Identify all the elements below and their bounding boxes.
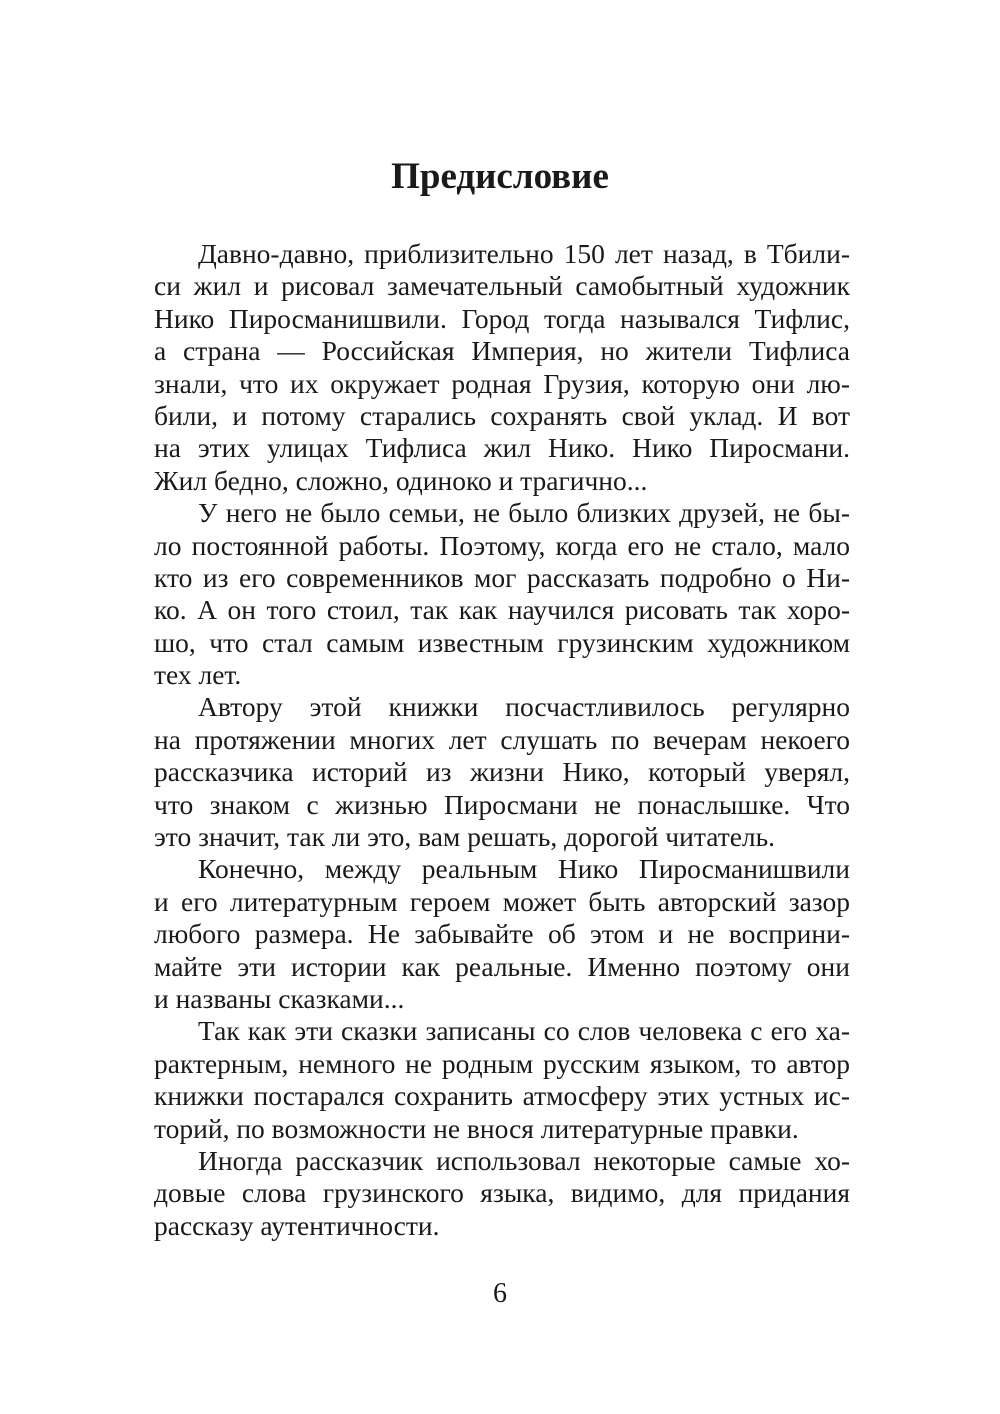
text-line: рассказчика историй из жизни Нико, который уверял, [154,756,850,788]
text-line: Конечно, между реальным Нико Пиросманишвили [198,853,850,885]
text-line: а страна — Российская Империя, но жители Тифлиса [154,335,850,367]
paragraph [154,1015,850,1145]
text-line: Жил бедно, сложно, одиноко и трагично... [154,464,648,496]
paragraph [154,853,850,1015]
text-line: знали, что их окружает родная Грузия, которую они лю- [154,367,850,399]
text-line: кто из его современников мог рассказать подробно о Ни- [154,561,850,593]
text-line: били, и потому старались сохранять свой уклад. И вот [154,399,850,431]
text-line: на этих улицах Тифлиса жил Нико. Нико Пиросмани. [154,432,850,464]
text-line: рассказу аутентичности. [154,1209,440,1241]
text-line: рактерным, немного не родным русским языком, то автор [154,1047,850,1079]
paragraph [154,238,850,497]
paragraph [154,691,850,853]
text-line: Давно-давно, приблизительно 150 лет назад, в Тбили- [198,238,850,269]
text-line: ло постоянной работы. Поэтому, когда его не стало, мало [154,529,850,561]
text-line: У него не было семьи, не было близких друзей, не бы- [198,497,850,529]
text-line: и его литературным героем может быть авторский зазор [154,885,850,917]
text-line: довые слова грузинского языка, видимо, для придания [154,1177,850,1209]
text-line: си жил и рисовал замечательный самобытный художник [154,270,850,302]
paragraph [154,497,850,691]
text-line: шо, что стал самым известным грузинским художником [154,626,850,658]
text-line: Так как эти сказки записаны со слов человека с его ха- [198,1015,850,1047]
text-line: ко. А он того стоил, так как научился рисовать так хоро- [154,594,850,626]
page-title: Предисловие [391,155,609,197]
paragraph [154,1145,850,1242]
text-line: Автору этой книжки посчастливилось регулярно [198,691,850,723]
text-line: любого размера. Не забывайте об этом и не восприни- [154,918,850,950]
text-line: на протяжении многих лет слушать по вечерам некоего [154,723,850,755]
text-line: и названы сказками... [154,982,405,1014]
text-line: Нико Пиросманишвили. Город тогда назывался Тифлис, [154,302,850,334]
text-line: Иногда рассказчик использовал некоторые самые хо- [198,1144,850,1176]
text-line: книжки постарался сохранить атмосферу этих устных ис- [154,1080,850,1112]
text-line: тех лет. [154,659,242,691]
text-line: майте эти истории как реальные. Именно поэтому они [154,950,850,982]
text-line: что знаком с жизнью Пиросмани не понаслышке. Что [154,788,850,820]
text-line: это значит, так ли это, вам решать, дорогой читатель. [154,821,776,853]
text-line: торий, по возможности не внося литературные правки. [154,1112,799,1144]
page-number: 6 [493,1278,507,1309]
body-text [154,238,850,1242]
